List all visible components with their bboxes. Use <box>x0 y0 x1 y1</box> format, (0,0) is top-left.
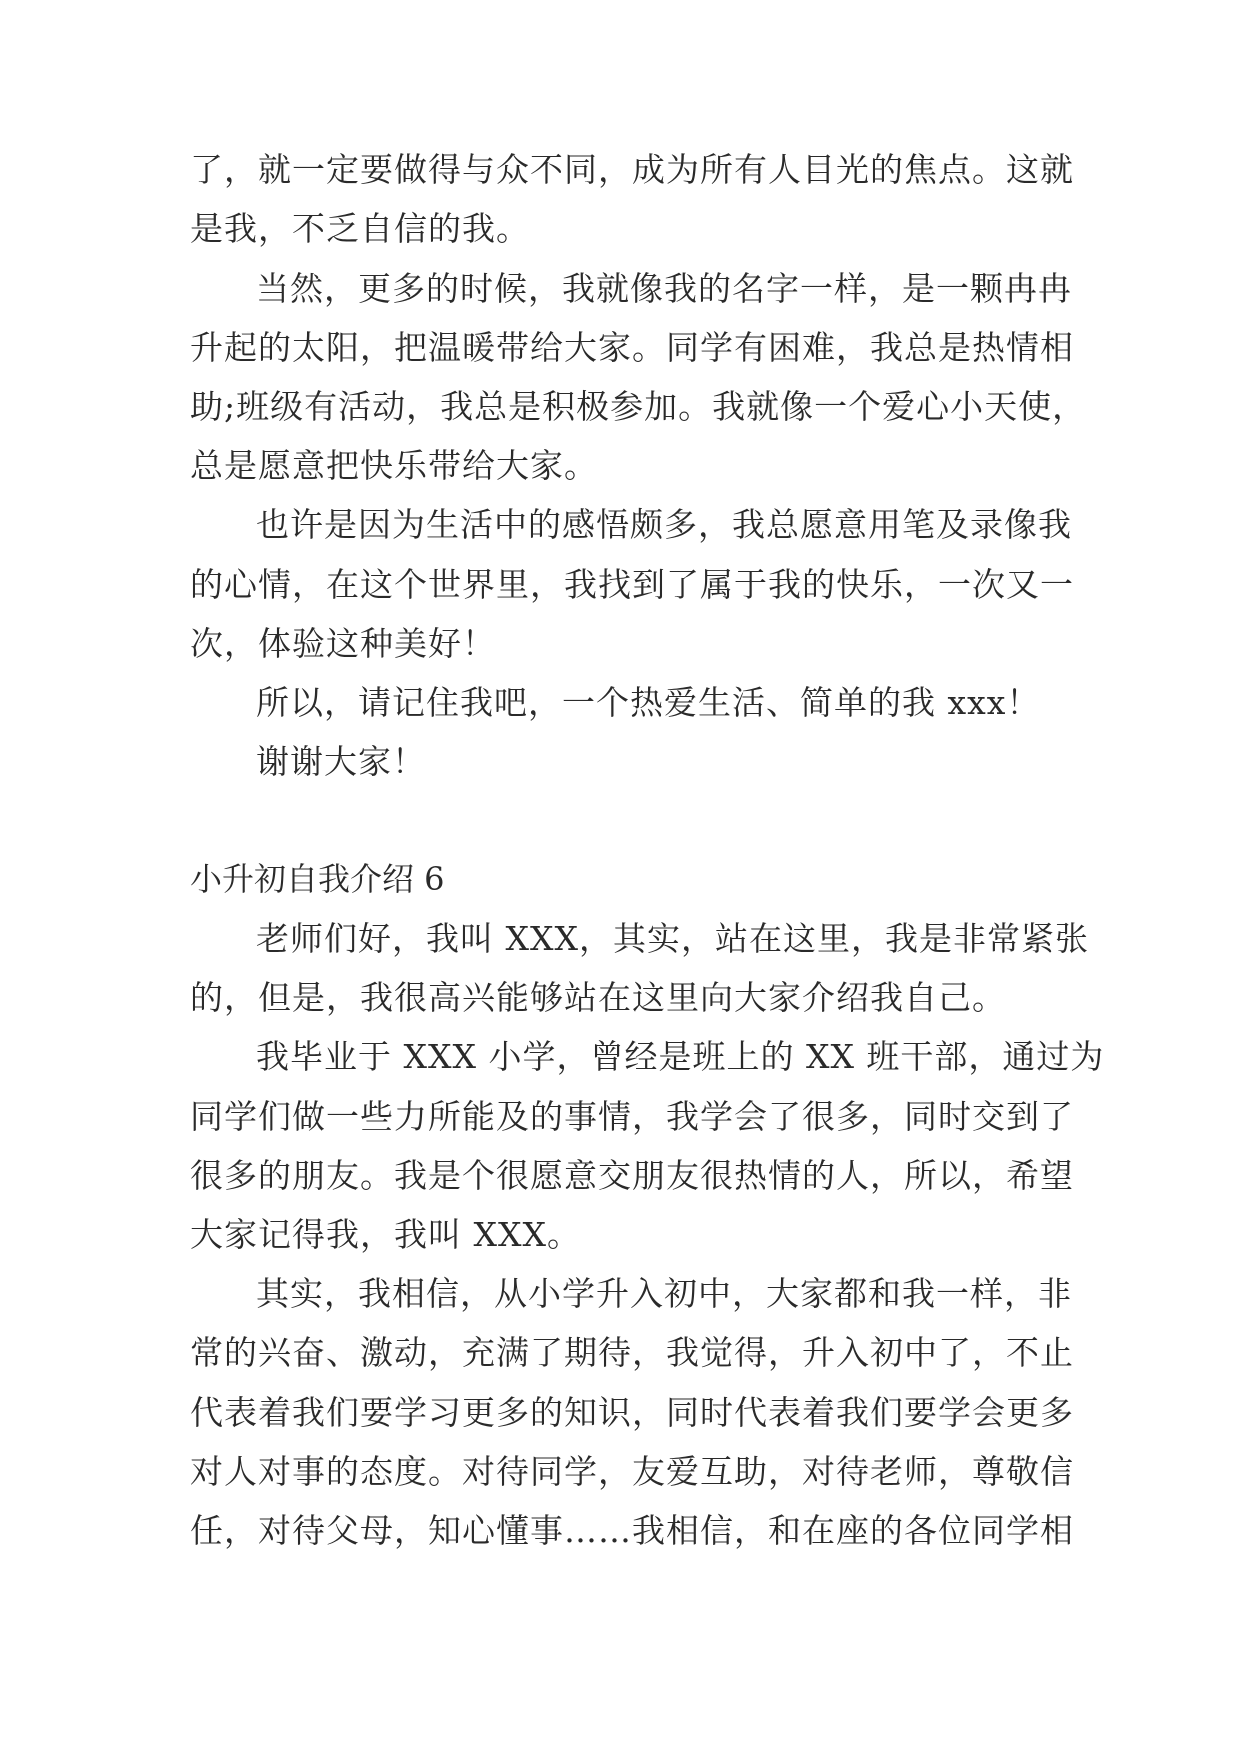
text-line: 代表着我们要学习更多的知识，同时代表着我们要学会更多 <box>190 1393 1074 1432</box>
section-title: 小升初自我介绍 6 <box>190 860 445 898</box>
text-line: 是我，不乏自信的我。 <box>190 209 530 248</box>
text-line: 任，对待父母，知心懂事……我相信，和在座的各位同学相 <box>190 1511 1074 1550</box>
paragraph-start: 其实，我相信，从小学升入初中，大家都和我一样，非 <box>256 1274 1072 1313</box>
text-line: 同学们做一些力所能及的事情，我学会了很多，同时交到了 <box>190 1097 1074 1136</box>
text-line: 大家记得我，我叫 XXX。 <box>190 1215 581 1254</box>
text-line: 的心情，在这个世界里，我找到了属于我的快乐，一次又一 <box>190 565 1074 604</box>
paragraph-start: 也许是因为生活中的感悟颇多，我总愿意用笔及录像我 <box>256 505 1072 544</box>
text-line: 对人对事的态度。对待同学，友爱互助，对待老师，尊敬信 <box>190 1452 1074 1491</box>
paragraph-start: 谢谢大家！ <box>256 742 426 781</box>
text-line: 了，就一定要做得与众不同，成为所有人目光的焦点。这就 <box>190 150 1074 189</box>
paragraph-start: 老师们好，我叫 XXX，其实，站在这里，我是非常紧张 <box>256 919 1089 958</box>
paragraph-start: 我毕业于 XXX 小学，曾经是班上的 XX 班干部，通过为 <box>256 1037 1105 1076</box>
paragraph-start: 当然，更多的时候，我就像我的名字一样，是一颗冉冉 <box>256 269 1072 308</box>
text-line: 的，但是，我很高兴能够站在这里向大家介绍我自己。 <box>190 978 1006 1017</box>
text-line: 常的兴奋、激动，充满了期待，我觉得，升入初中了，不止 <box>190 1333 1074 1372</box>
text-line: 升起的太阳，把温暖带给大家。同学有困难，我总是热情相 <box>190 328 1074 367</box>
text-line: 总是愿意把快乐带给大家。 <box>190 446 598 485</box>
paragraph-start: 所以，请记住我吧，一个热爱生活、简单的我 xxx！ <box>256 683 1041 722</box>
text-line: 很多的朋友。我是个很愿意交朋友很热情的人，所以，希望 <box>190 1156 1074 1195</box>
text-line: 助;班级有活动，我总是积极参加。我就像一个爱心小天使， <box>190 387 1087 426</box>
text-line: 次，体验这种美好！ <box>190 624 496 663</box>
